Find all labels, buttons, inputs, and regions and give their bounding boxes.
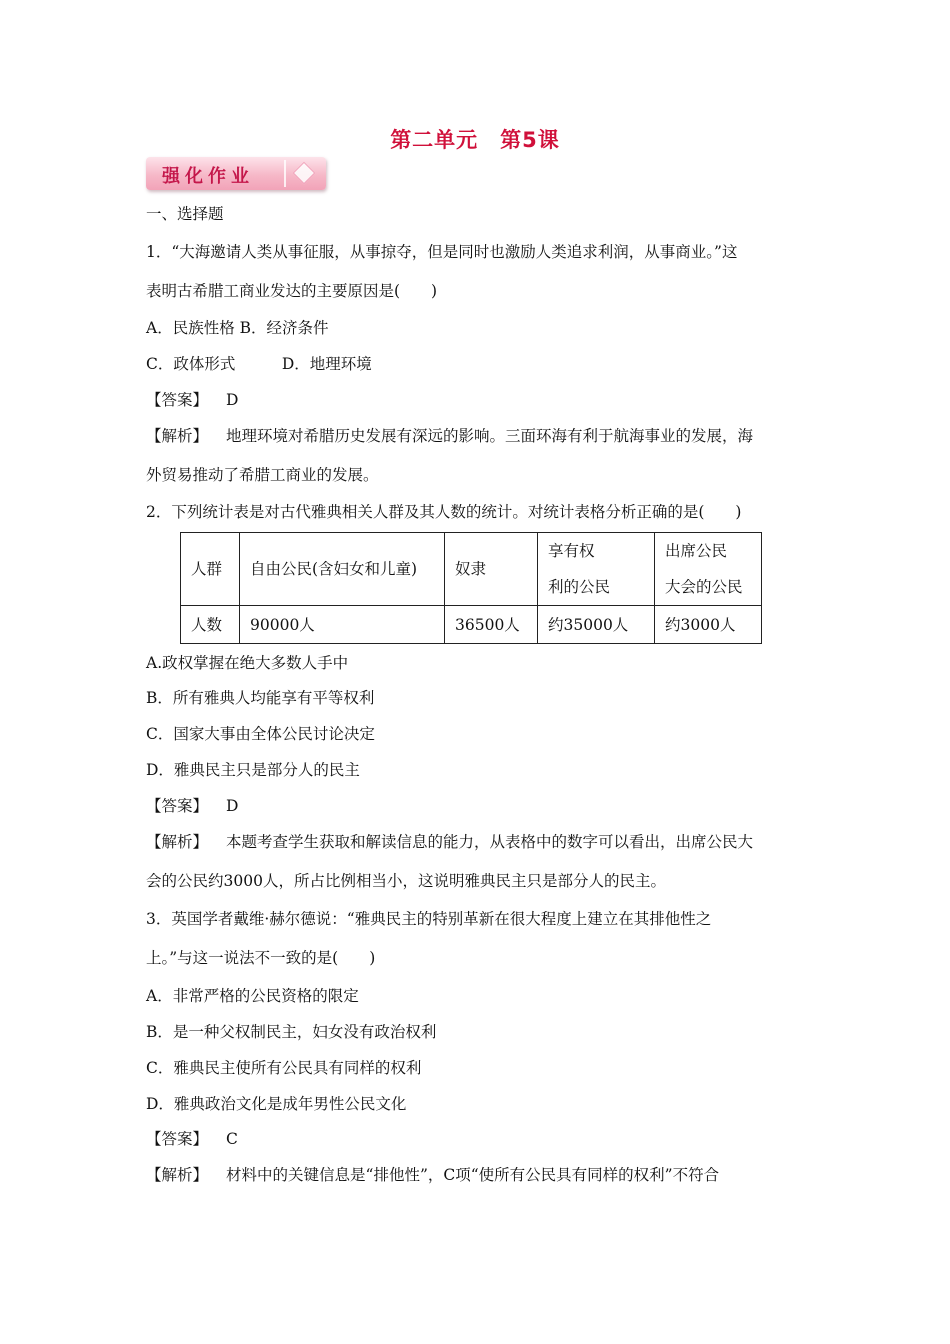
table-row (181, 533, 762, 606)
page-title: 第二单元 第5课 (390, 128, 560, 152)
q1-answer (146, 388, 238, 410)
banner-divider (284, 160, 286, 187)
q3-answer (146, 1127, 238, 1149)
q2-stem: 2．下列统计表是对古代雅典相关人群及其人数的统计。对统计表格分析正确的是( ) (146, 503, 742, 521)
table-row (181, 606, 762, 644)
table-cell: 人数 (181, 606, 240, 644)
q2-option-a: A.政权掌握在绝大多数人手中 (146, 654, 349, 672)
q2-option-d: D．雅典民主只是部分人的民主 (146, 761, 360, 779)
analysis-label: 【解析】 (146, 1166, 209, 1184)
q2-analysis-line1 (146, 830, 753, 852)
q2-option-b: B．所有雅典人均能享有平等权利 (146, 689, 375, 707)
q1-stem-line2: 表明古希腊工商业发达的主要原因是( ) (146, 282, 438, 300)
banner-label: 强化作业 (162, 166, 254, 187)
diamond-icon (293, 162, 316, 185)
q1-stem-line1: 1．“大海邀请人类从事征服，从事掠夺，但是同时也激励人类追求利润，从事商业。”这 (146, 243, 738, 261)
q2-answer (146, 794, 238, 816)
q1-options-cd: C．政体形式 D．地理环境 (146, 355, 372, 373)
q3-analysis-line1 (146, 1163, 719, 1185)
q3-option-c: C．雅典民主使所有公民具有同样的权利 (146, 1059, 422, 1077)
q3-stem-line2: 上。”与这一说法不一致的是( ) (146, 949, 376, 967)
table-cell: 约35000人 (538, 606, 655, 644)
analysis-text: 地理环境对希腊历史发展有深远的影响。三面环海有利于航海事业的发展，海 (226, 427, 754, 445)
q3-stem-line1: 3．英国学者戴维·赫尔德说：“雅典民主的特别革新在很大程度上建立在其排他性之 (146, 910, 712, 928)
table-header-cell (538, 533, 655, 606)
q3-option-b: B．是一种父权制民主，妇女没有政治权利 (146, 1023, 437, 1041)
answer-value: D (226, 797, 239, 815)
q3-option-d: D．雅典政治文化是成年男性公民文化 (146, 1095, 407, 1113)
table-cell: 约3000人 (655, 606, 762, 644)
table-header-cell (655, 533, 762, 606)
answer-label: 【答案】 (146, 391, 209, 409)
q2-analysis-line2: 会的公民约3000人，所占比例相当小，这说明雅典民主只是部分人的民主。 (146, 872, 666, 890)
cell-line: 利的公民 (548, 578, 611, 596)
analysis-text: 本题考查学生获取和解读信息的能力，从表格中的数字可以看出，出席公民大 (226, 833, 754, 851)
table-cell: 36500人 (445, 606, 538, 644)
answer-label: 【答案】 (146, 1130, 209, 1148)
answer-value: D (226, 391, 239, 409)
analysis-label: 【解析】 (146, 833, 209, 851)
table-cell: 90000人 (240, 606, 445, 644)
cell-line: 大会的公民 (665, 578, 743, 596)
section-heading: 一、选择题 (146, 205, 224, 223)
section-banner (146, 157, 326, 190)
q1-analysis-line2: 外贸易推动了希腊工商业的发展。 (146, 466, 379, 484)
table-header-cell: 人群 (181, 533, 240, 606)
cell-line: 享有权 (548, 542, 595, 560)
q1-analysis-line1 (146, 424, 753, 446)
q2-option-c: C．国家大事由全体公民讨论决定 (146, 725, 375, 743)
q3-option-a: A．非常严格的公民资格的限定 (146, 987, 359, 1005)
table-header-cell: 奴隶 (445, 533, 538, 606)
q1-options-ab: A．民族性格 B．经济条件 (146, 319, 329, 337)
table-header-cell: 自由公民(含妇女和儿童) (240, 533, 445, 606)
answer-value: C (226, 1130, 238, 1148)
analysis-label: 【解析】 (146, 427, 209, 445)
answer-label: 【答案】 (146, 797, 209, 815)
cell-line: 出席公民 (665, 542, 728, 560)
population-table (180, 532, 762, 644)
analysis-text: 材料中的关键信息是“排他性”，C项“使所有公民具有同样的权利”不符合 (226, 1166, 720, 1184)
